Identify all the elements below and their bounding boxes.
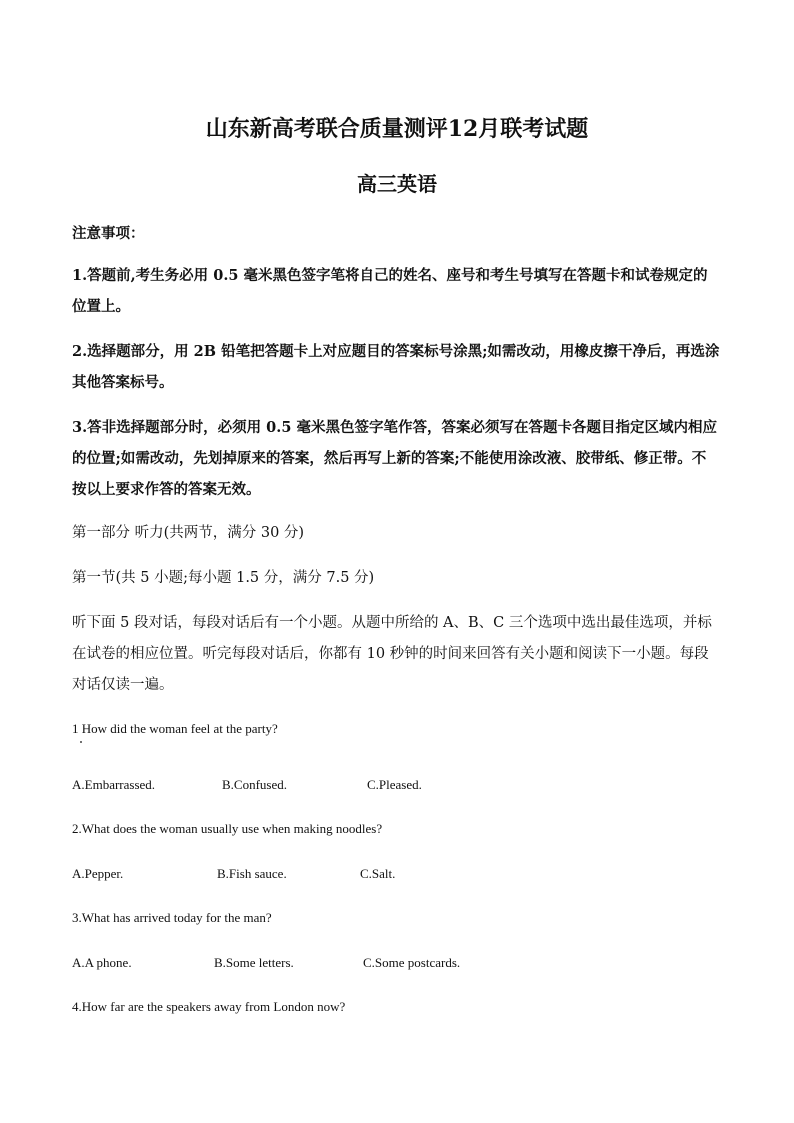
option-c: C.Salt. bbox=[360, 866, 396, 881]
question-2-options bbox=[72, 865, 720, 883]
notice-heading: 注意事项： bbox=[72, 225, 145, 242]
question-4-stem: 4.How far are the speakers away from London now? bbox=[72, 999, 346, 1014]
question-1-options bbox=[72, 776, 720, 794]
question-3-stem: 3.What has arrived today for the man? bbox=[72, 910, 272, 925]
notice-item-3: 3.答非选择题部分时，必须用 0.5 毫米黑色签字笔作答，答案必须写在答题卡各题目指定区域内相应的位置;如需改动，先划掉原来的答案，然后再写上新的答案;不能使用涂改液、胶带纸、修正带。不按以上要求作答的答案无效。 bbox=[72, 419, 717, 498]
option-b: B.Fish sauce. bbox=[217, 866, 287, 881]
question-2-stem: 2.What does the woman usually use when making noodles? bbox=[72, 821, 383, 836]
exam-title: 山东新高考联合质量测评12月联考试题 bbox=[205, 116, 589, 142]
option-b: B.Confused. bbox=[222, 777, 287, 792]
stray-mark bbox=[80, 741, 82, 743]
option-c: C.Some postcards. bbox=[363, 955, 461, 970]
question-3-options bbox=[72, 954, 720, 972]
option-c: C.Pleased. bbox=[367, 777, 422, 792]
option-a: A.Pepper. bbox=[72, 866, 124, 881]
part-one-heading: 第一部分 听力(共两节，满分 30 分) bbox=[72, 525, 305, 541]
option-a: A.Embarrassed. bbox=[72, 777, 156, 792]
notice-item-2: 2.选择题部分，用 2B 铅笔把答题卡上对应题目的答案标号涂黑;如需改动，用橡皮擦干净后，再选涂其他答案标号。 bbox=[72, 343, 720, 391]
notice-item-1: 1.答题前,考生务必用 0.5 毫米黑色签字笔将自己的姓名、座号和考生号填写在答题卡和试卷规定的位置上。 bbox=[72, 267, 708, 315]
section-one-heading: 第一节(共 5 小题;每小题 1.5 分，满分 7.5 分) bbox=[72, 570, 375, 586]
option-b: B.Some letters. bbox=[214, 955, 294, 970]
question-1-stem: 1 How did the woman feel at the party? bbox=[72, 721, 278, 736]
listening-instructions: 听下面 5 段对话，每段对话后有一个小题。从题中所给的 A、B、C 三个选项中选出最佳选项，并标在试卷的相应位置。听完每段对话后，你都有 10 秒钟的时间来回答有关小题和阅读下一小题。每段对话仅读一遍。 bbox=[72, 615, 712, 693]
option-a: A.A phone. bbox=[72, 955, 132, 970]
exam-subtitle: 高三英语 bbox=[357, 172, 437, 196]
